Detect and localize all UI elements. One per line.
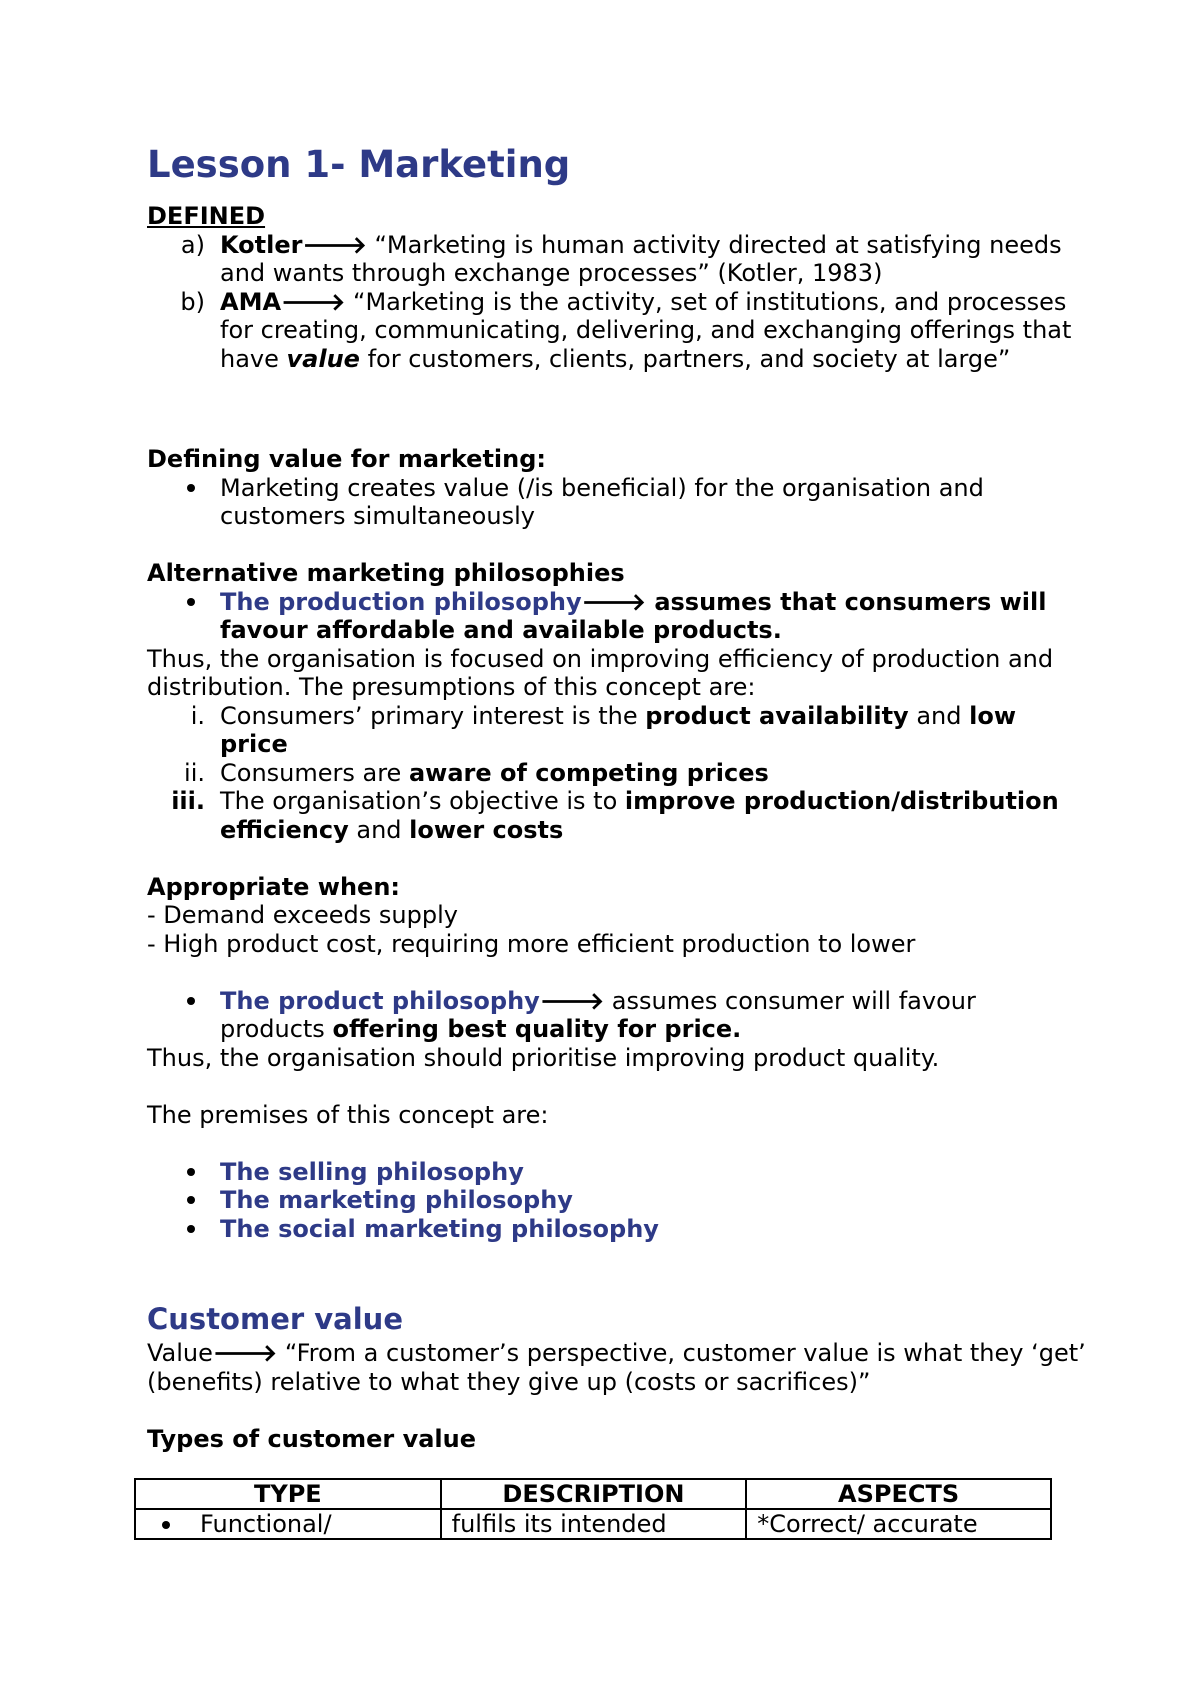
column-header: DESCRIPTION xyxy=(441,1479,747,1509)
definition-source: Kotler xyxy=(220,230,303,259)
table-header-row xyxy=(135,1479,1051,1509)
section-heading: Alternative marketing philosophies xyxy=(147,559,625,587)
bold-text: product availability xyxy=(645,701,909,730)
text: Consumers are xyxy=(220,758,409,787)
list-item xyxy=(147,1186,1087,1215)
alternatives-section xyxy=(147,559,1087,1243)
bold-text: improve production/distribution efficiency xyxy=(220,787,1059,844)
table-row xyxy=(135,1509,1051,1539)
arrow-icon: 🡒 xyxy=(302,230,367,259)
text: Consumers’ primary interest is the xyxy=(220,701,646,730)
bold-text: aware of competing prices xyxy=(408,758,769,787)
bullet-icon xyxy=(147,1215,220,1244)
page-title: Lesson 1- Marketing xyxy=(147,143,571,186)
philosophy-name: The marketing philosophy xyxy=(220,1186,573,1214)
arrow-icon: 🡒 xyxy=(581,587,646,616)
value-definition: “From a customer’s perspective, customer value is what they ‘get’ (benefits) relative to what they give up (costs or sacrifices)” xyxy=(147,1339,1086,1396)
bullet-icon xyxy=(147,474,220,531)
section-title: Customer value xyxy=(147,1302,403,1336)
arrow-icon: 🡒 xyxy=(212,1339,278,1367)
definition-source: AMA xyxy=(220,287,282,316)
list-item xyxy=(147,987,1087,1044)
bold-text: lower costs xyxy=(409,815,564,844)
philosophy-claim-bold: offering best quality for price. xyxy=(332,1015,742,1043)
list-marker: iii. xyxy=(171,787,205,815)
table-cell: *Correct/ accurate xyxy=(746,1509,1051,1539)
bold-text: low price xyxy=(220,701,1017,758)
list-marker: a) xyxy=(180,230,205,259)
bullet-icon xyxy=(147,1186,220,1215)
list-item xyxy=(147,1158,1087,1187)
philosophy-claim: assumes consumer will favour products xyxy=(220,986,976,1043)
definition-text: “Marketing is the activity, set of institutions, and processes for creating, communicating, delivering, and exchanging offerings that have xyxy=(220,287,1072,373)
defining-value-section xyxy=(147,445,1087,531)
text: and xyxy=(908,701,970,730)
presumption-item xyxy=(147,759,1087,788)
appropriate-line: - High product cost, requiring more efficient production to lower xyxy=(147,929,916,958)
defined-section xyxy=(147,202,1087,373)
section-heading: Appropriate when: xyxy=(147,872,401,901)
section-heading: Types of customer value xyxy=(147,1424,477,1453)
list-item xyxy=(147,588,1087,645)
philosophy-name: The social marketing philosophy xyxy=(220,1214,659,1243)
table-cell: fulfils its intended xyxy=(441,1509,747,1539)
defined-heading: DEFINED xyxy=(147,202,266,230)
section-heading: Defining value for marketing: xyxy=(147,445,547,473)
philosophy-name: The production philosophy xyxy=(220,587,582,616)
value-label: Value xyxy=(147,1339,213,1367)
philosophy-name: The product philosophy xyxy=(220,986,540,1015)
column-header: TYPE xyxy=(135,1479,441,1509)
text: and xyxy=(348,815,410,844)
text: The organisation’s objective is to xyxy=(220,787,625,815)
list-item xyxy=(147,1215,1087,1244)
bullet-icon xyxy=(147,987,220,1044)
bullet-icon xyxy=(147,588,220,645)
philosophy-claim: assumes that consumers will favour affordable and available products. xyxy=(220,587,1047,644)
bullet-icon xyxy=(147,1158,220,1187)
customer-value-section xyxy=(147,1339,1087,1453)
presumption-item xyxy=(147,787,1087,844)
bullet-text: Marketing creates value (/is beneficial) for the organisation and customers simultaneously xyxy=(220,473,984,530)
definition-text: “Marketing is human activity directed at satisfying needs and wants through exchange processes” (Kotler, 1983) xyxy=(220,230,1062,287)
arrow-icon: 🡒 xyxy=(539,986,605,1015)
paragraph: Thus, the organisation should prioritise improving product quality. xyxy=(147,1043,940,1072)
list-marker: ii. xyxy=(184,758,205,787)
paragraph: Thus, the organisation is focused on improving efficiency of production and distribution. The presumptions of this concept are: xyxy=(147,644,1054,701)
presumption-item xyxy=(147,702,1087,759)
list-marker: b) xyxy=(180,287,205,316)
arrow-icon: 🡒 xyxy=(281,287,346,316)
emphasis-value: value xyxy=(286,344,360,373)
list-item xyxy=(147,474,1087,531)
definition-text-end: for customers, clients, partners, and society at large” xyxy=(359,344,1011,373)
philosophy-name: The selling philosophy xyxy=(220,1157,524,1186)
customer-value-table xyxy=(134,1478,1052,1540)
definition-item xyxy=(147,288,1087,374)
list-marker: i. xyxy=(190,701,205,730)
appropriate-line: - Demand exceeds supply xyxy=(147,901,458,929)
definition-item xyxy=(147,231,1087,288)
paragraph: The premises of this concept are: xyxy=(147,1100,549,1129)
column-header: ASPECTS xyxy=(746,1479,1051,1509)
table-cell: Functional/ xyxy=(135,1509,441,1539)
